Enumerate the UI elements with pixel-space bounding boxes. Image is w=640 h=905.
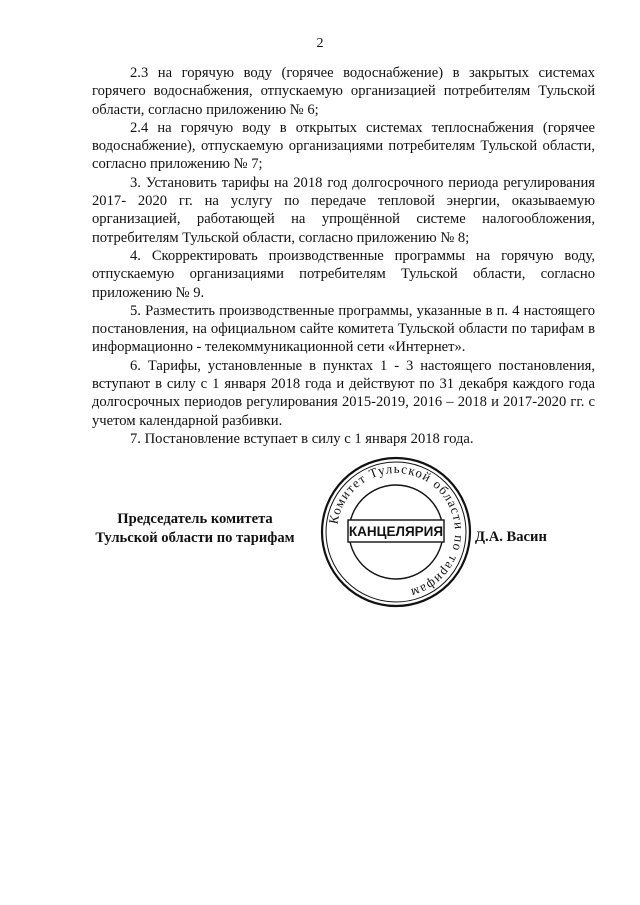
- paragraph-2-3: 2.3 на горячую воду (горячее водоснабжение) в закрытых системах горячего водоснабжения, отпускаемую организацией потребителям Тульской области, согласно приложению № 6;: [92, 65, 595, 118]
- paragraph-4: 4. Скорректировать производственные программы на горячую воду, отпускаемую организациями потребителям Тульской области, согласно приложению № 9.: [92, 247, 595, 301]
- stamp-ring-text: Комитет Тульской области по тарифам: [325, 460, 468, 602]
- paragraph-5: 5. Разместить производственные программы, указанные в п. 4 настоящего постановления, на официальном сайте комитета Тульской области по тарифам в информационно - телекоммуникационной сети «Интернет».: [92, 302, 595, 356]
- official-stamp: [318, 454, 474, 610]
- signatory-title-line-1: Председатель комитета: [117, 511, 273, 527]
- paragraph-2-4: 2.4 на горячую воду в открытых системах теплоснабжения (горячее водоснабжение), отпускаемую организациями потребителям Тульской области, согласно приложению № 7;: [92, 119, 595, 173]
- signatory-title: [84, 510, 306, 548]
- stamp-center-text: КАНЦЕЛЯРИЯ: [348, 524, 444, 539]
- page-number: 2: [316, 36, 324, 51]
- signatory-name: Д.А. Васин: [475, 529, 547, 545]
- paragraph-3: 3. Установить тарифы на 2018 год долгосрочного периода регулирования 2017- 2020 гг. на услугу по передаче тепловой энергии, оказываемую организацией, работающей на упрощённой системе налогообложения, потребителям Тульской области, согласно приложению № 8;: [92, 174, 595, 246]
- document-body: [92, 64, 595, 448]
- paragraph-7: 7. Постановление вступает в силу с 1 января 2018 года.: [130, 430, 474, 447]
- paragraph-6: 6. Тарифы, установленные в пунктах 1 - 3 настоящего постановления, вступают в силу с 1 января 2018 года и действуют по 31 декабря каждого года долгосрочных периодов регулирования 2015-2019, 2016 – 2018 и 2017-2020 гг. с учетом календарной разбивки.: [92, 357, 595, 429]
- signatory-title-line-2: Тульской области по тарифам: [95, 530, 295, 546]
